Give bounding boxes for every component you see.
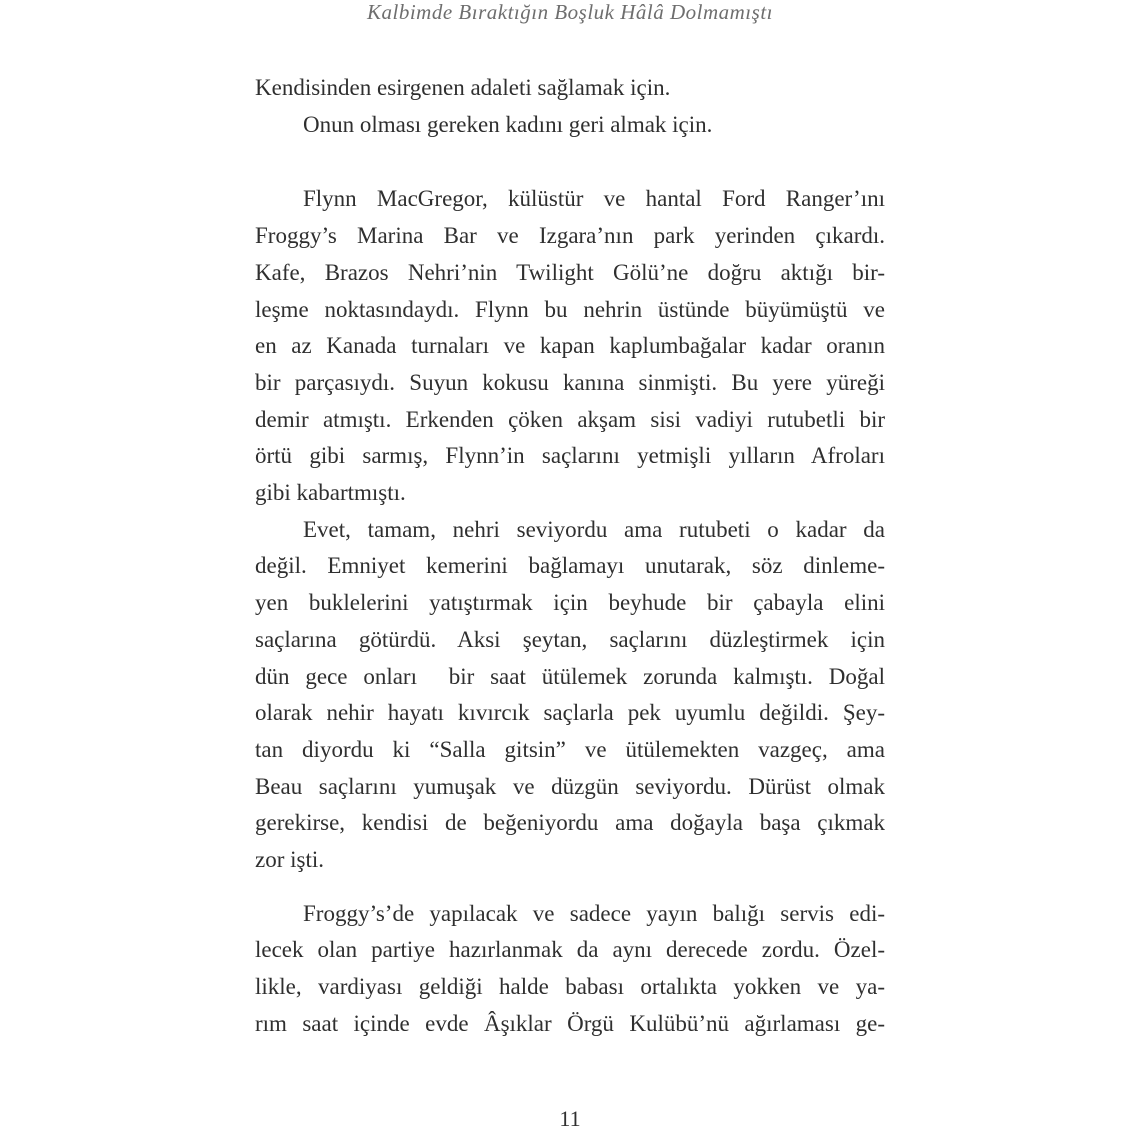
text-line: tan diyordu ki “Salla gitsin” ve ütülemekten vazgeç, ama (255, 736, 885, 762)
text-line: gibi kabartmıştı. (255, 480, 406, 506)
text-line: demir atmıştı. Erkenden çöken akşam sisi vadiyi rutubetli bir (255, 406, 885, 432)
text-line: Onun olması gereken kadını geri almak için. (303, 111, 713, 137)
text-line: en az Kanada turnaları ve kapan kaplumbağalar kadar oranın (255, 333, 885, 359)
text-line: Kafe, Brazos Nehri’nin Twilight Gölü’ne doğru aktığı bir- (255, 259, 885, 285)
text-line: dün gece onları bir saat ütülemek zorunda kalmıştı. Doğal (255, 663, 885, 689)
page-number: 11 (559, 1106, 581, 1131)
text-line: bir parçasıydı. Suyun kokusu kanına sinmişti. Bu yere yüreği (255, 369, 885, 395)
text-line: değil. Emniyet kemerini bağlamayı unutarak, söz dinleme- (255, 553, 885, 579)
body-text (255, 70, 885, 1043)
text-line: zor işti. (255, 847, 324, 873)
text-line: Froggy’s’de yapılacak ve sadece yayın balığı servis edi- (303, 900, 885, 926)
text-line: rım saat içinde evde Âşıklar Örgü Kulübü’nü ağırlaması ge- (255, 1010, 885, 1036)
paragraph (255, 107, 885, 144)
text-line: olarak nehir hayatı kıvırcık saçlarla pek uyumlu değildi. Şey- (255, 700, 885, 726)
text-line: yen buklelerini yatıştırmak için beyhude bir çabayla elini (255, 590, 885, 616)
paragraph (255, 896, 885, 1043)
text-line: Beau saçlarını yumuşak ve düzgün seviyordu. Dürüst olmak (255, 773, 885, 799)
text-line: saçlarına götürdü. Aksi şeytan, saçlarını düzleştirmek için (255, 626, 885, 652)
text-line: gerekirse, kendisi de beğeniyordu ama doğayla başa çıkmak (255, 810, 885, 836)
text-line: Kendisinden esirgenen adaleti sağlamak için. (255, 75, 671, 100)
text-line: lecek olan partiye hazırlanmak da aynı derecede zordu. Özel- (255, 937, 885, 963)
text-line: Froggy’s Marina Bar ve Izgara’nın park yerinden çıkardı. (255, 223, 885, 249)
text-line: likle, vardiyası geldiği halde babası ortalıkta yokken ve ya- (255, 974, 885, 1000)
text-line: örtü gibi sarmış, Flynn’in saçlarını yetmişli yılların Afroları (255, 443, 885, 469)
paragraph (255, 181, 885, 511)
running-header: Kalbimde Bıraktığın Boşluk Hâlâ Dolmamıştı (367, 0, 773, 24)
text-line: Flynn MacGregor, külüstür ve hantal Ford Ranger’ını (303, 186, 885, 212)
paragraph (255, 512, 885, 879)
text-line: leşme noktasındaydı. Flynn bu nehrin üstünde büyümüştü ve (255, 296, 885, 322)
paragraph (255, 70, 885, 107)
text-line: Evet, tamam, nehri seviyordu ama rutubeti o kadar da (303, 516, 885, 542)
